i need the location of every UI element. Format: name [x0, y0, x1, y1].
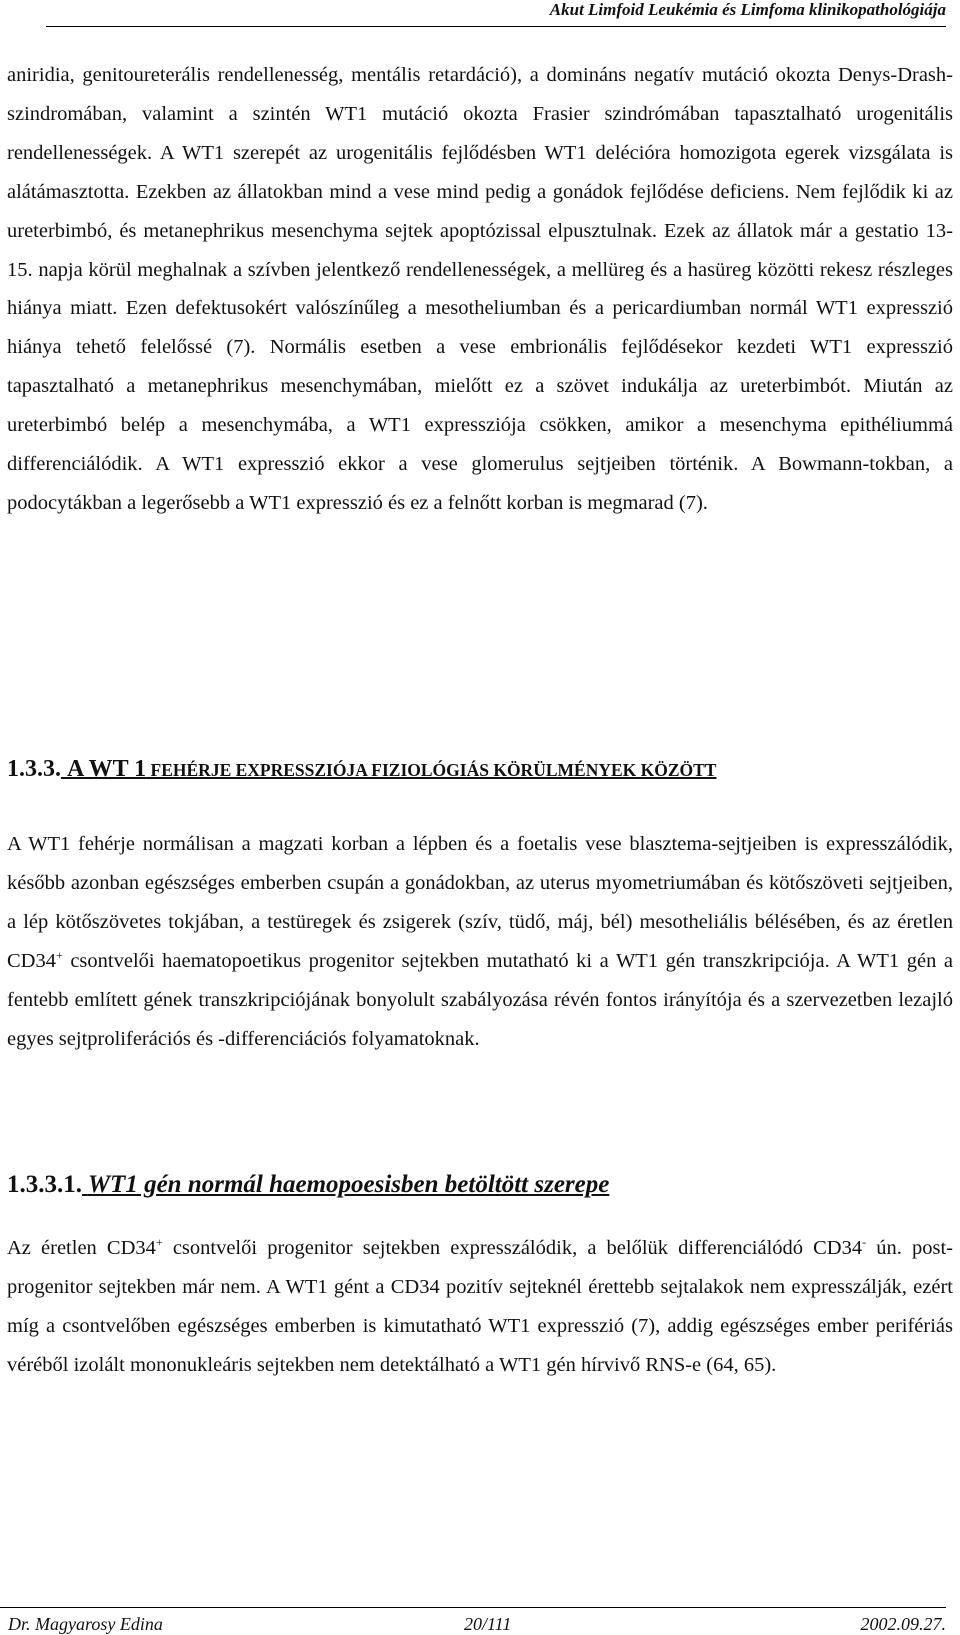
- section-heading-1-3-3: [7, 756, 716, 783]
- subsection-title: WT1 gén normál haemopoesisben betöltött szerepe: [87, 1171, 610, 1198]
- footer-page-number: 20/111: [464, 1614, 512, 1634]
- paragraph-text-part: ún. post-progenitor sejtekben már nem. A WT1 gént a CD34 pozitív sejteknél érettebb sejtalakok nem expresszálják, ezért míg a csontvelőben egészséges emberben is kimutatható WT1 expresszió (7), addig egészséges ember perifériás véréből izolált mononukleáris sejtekben nem detektálható a WT1 gén hírvivő RNS-e (64, 65).: [7, 1237, 953, 1376]
- footer-author: Dr. Magyarosy Edina: [8, 1614, 163, 1634]
- page-content: [7, 56, 953, 1376]
- running-header: Akut Limfoid Leukémia és Limfoma klinikopathológiája: [46, 0, 946, 27]
- superscript: -: [862, 1235, 867, 1250]
- section-number: 1.3.3.: [7, 756, 61, 782]
- paragraph-wt1-expression: [7, 825, 953, 1058]
- superscript: +: [155, 1235, 163, 1250]
- subsection-number: 1.3.3.1.: [7, 1171, 82, 1198]
- paragraph-text-part: csontvelői haematopoetikus progenitor sejtekben mutatható ki a WT1 gén transzkripciója. A WT1 gén a fentebb említett gének transzkripciójának bonyolult szabályozása révén fontos irányítója és a szervezetben lezajló egyes sejtproliferációs és -differenciációs folyamatoknak.: [7, 949, 953, 1050]
- section-title-lead: A WT 1: [67, 756, 147, 782]
- paragraph-cd34-progenitor: [7, 1229, 953, 1385]
- paragraph-text-part: A WT1 fehérje normálisan a magzati korban a lépben és a foetalis vese blasztema-sejtjeiben is expresszálódik, később azonban egészséges emberben csupán a gonádokban, az uterus myometriumában és kötőszöveti sejtjeiben, a lép kötőszövetes tokjában, a testüregek és zsigerek (szív, tüdő, máj, bél) mesotheliális bélésében, és az éretlen CD34: [7, 833, 953, 972]
- section-title-rest: FEHÉRJE EXPRESSZIÓJA FIZIOLÓGIÁS KÖRÜLMÉNYEK KÖZÖTT: [146, 760, 717, 780]
- superscript: +: [55, 947, 63, 962]
- footer-date: 2002.09.27.: [860, 1614, 946, 1634]
- page-footer: [0, 1607, 946, 1635]
- paragraph-wt1-urogenital: aniridia, genitoureterális rendellenesség, mentális retardáció), a domináns negatív mutáció okozta Denys-Drash-szindromában, valamint a szintén WT1 mutáció okozta Frasier szindrómában tapasztalható urogenitális rendellenességek. A WT1 szerepét az urogenitális fejlődésben WT1 delécióra homozigota egerek vizsgálata is alátámasztotta. Ezekben az állatokban mind a vese mind pedig a gonádok fejlődése deficiens. Nem fejlődik ki az ureterbimbó, és metanephrikus mesenchyma sejtek apoptózissal elpusztulnak. Ezek az állatok már a gestatio 13-15. napja körül meghalnak a szívben jelentkező rendellenességek, a mellüreg és a hasüreg közötti rekesz részleges hiánya miatt. Ezen defektusokért valószínűleg a mesotheliumban és a pericardiumban normál WT1 expresszió hiánya tehető felelőssé (7). Normális esetben a vese embrionális fejlődésekor kezdeti WT1 expresszió tapasztalható a metanephrikus mesenchymában, mielőtt ez a szövet indukálja az ureterbimbót. Miután az ureterbimbó belép a mesenchymába, a WT1 expressziója csökken, amikor a mesenchyma epithéliummá differenciálódik. A WT1 expresszió ekkor a vese glomerulus sejtjeiben történik. A Bowmann-tokban, a podocytákban a legerősebb a WT1 expresszió és ez a felnőtt korban is megmarad (7).: [7, 64, 953, 514]
- paragraph-text-part: csontvelői progenitor sejtekben expresszálódik, a belőlük differenciálódó CD34: [162, 1237, 863, 1259]
- paragraph-text-part: Az éretlen CD34: [7, 1237, 156, 1259]
- subsection-heading-1-3-3-1: [7, 1171, 609, 1199]
